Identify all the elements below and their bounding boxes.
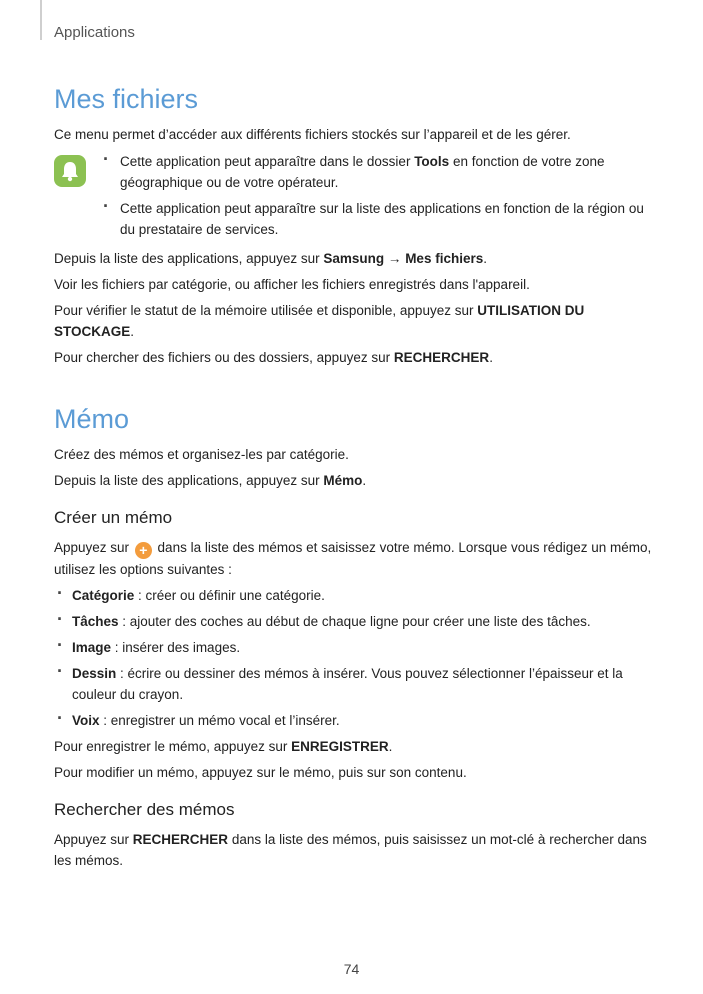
running-header: Applications — [54, 24, 135, 41]
mes-fichiers-intro: Ce menu permet d’accéder aux différents fichiers stockés sur l’appareil et de les gérer. — [54, 127, 571, 142]
options-list — [54, 585, 654, 731]
option-item: · Dessin : écrire ou dessiner des mémos à insérer. Vous pouvez sélectionner l’épaisseur et la couleur du crayon. — [54, 663, 654, 705]
plus-icon: + — [135, 542, 152, 559]
creer-edit: Pour modifier un mémo, appuyez sur le mémo, puis sur son contenu. — [54, 765, 467, 780]
note-list — [101, 151, 654, 240]
creer-save: Pour enregistrer le mémo, appuyez sur ENREGISTRER. — [54, 739, 393, 754]
option-item: · Catégorie : créer ou définir une catégorie. — [54, 585, 654, 606]
page-number: 74 — [343, 961, 360, 977]
note-item: · Cette application peut apparaître dans le dossier Tools en fonction de votre zone géographique ou de votre opérateur. — [101, 151, 654, 193]
option-item: · Tâches : ajouter des coches au début de chaque ligne pour créer une liste des tâches. — [54, 611, 654, 632]
memo-intro: Créez des mémos et organisez-les par catégorie. — [54, 447, 349, 462]
mes-fichiers-access: Depuis la liste des applications, appuyez sur Samsung → Mes fichiers. — [54, 251, 487, 266]
note-item: · Cette application peut apparaître sur la liste des applications en fonction de la région ou du prestataire de services. — [101, 198, 654, 240]
page-content — [54, 82, 654, 876]
option-item: · Image : insérer des images. — [54, 637, 654, 658]
section-title-mes-fichiers: Mes fichiers — [54, 84, 199, 114]
bell-icon — [54, 155, 86, 187]
mes-fichiers-view: Voir les fichiers par catégorie, ou afficher les fichiers enregistrés dans l'appareil. — [54, 277, 530, 292]
rechercher-text: Appuyez sur RECHERCHER dans la liste des mémos, puis saisissez un mot-clé à rechercher dans les mémos. — [54, 832, 647, 868]
header-rule — [40, 0, 42, 40]
note-box — [54, 151, 654, 240]
option-item: · Voix : enregistrer un mémo vocal et l’insérer. — [54, 710, 654, 731]
subsection-title-creer: Créer un mémo — [54, 508, 173, 527]
subsection-title-rechercher: Rechercher des mémos — [54, 800, 235, 819]
mes-fichiers-search: Pour chercher des fichiers ou des dossiers, appuyez sur RECHERCHER. — [54, 350, 493, 365]
section-title-memo: Mémo — [54, 404, 130, 434]
mes-fichiers-storage: Pour vérifier le statut de la mémoire utilisée et disponible, appuyez sur UTILISATION DU STOCKAGE. — [54, 303, 585, 339]
memo-access: Depuis la liste des applications, appuyez sur Mémo. — [54, 473, 367, 488]
creer-intro: Appuyez sur + dans la liste des mémos et saisissez votre mémo. Lorsque vous rédigez un mémo, utilisez les options suivantes : — [54, 540, 652, 577]
